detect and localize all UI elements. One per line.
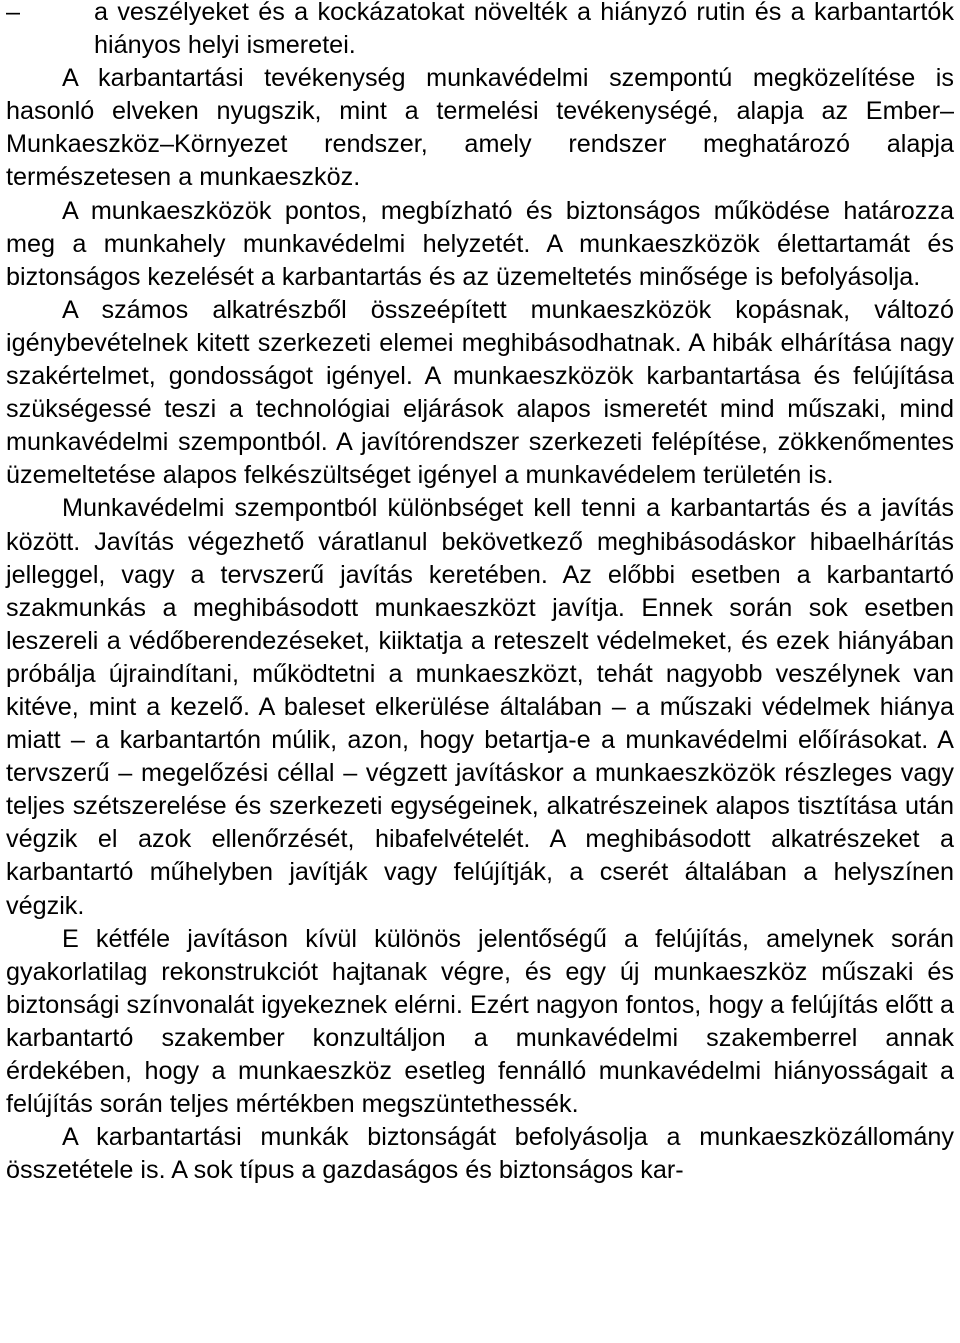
paragraph-5: E kétféle javításon kívül különös jelentőségű a felújítás, amelynek során gyakorlatilag rekonstrukciót hajtanak végre, és egy új munkaeszköz műszaki és biztonsági színvonalát igyekeznek elérni. Ezért nagyon fontos, hogy a felújítás előtt a karbantartó szakember konzultáljon a munkavédelmi szakemberrel annak érdekében, hogy a munkaeszköz esetleg fennálló munkavédelmi hiányosságait a felújítás során teljes mértékben megszüntethessék. [6,924,954,1119]
paragraph-6: A karbantartási munkák biztonságát befolyásolja a munkaeszközállomány összetétele is. A sok típus a gazdaságos és biztonságos kar- [6,1123,954,1185]
bullet-item [6,0,954,62]
bullet-text: a veszélyeket és a kockázatokat növelték a hiányzó rutin és a karbantartók hiányos helyi ismeretei. [94,0,954,60]
document-page [6,0,954,1187]
paragraph-3: A számos alkatrészből összeépített munkaeszközök kopásnak, változó igénybevételnek kitett szerkezeti elemei meghibásodhatnak. A hibák elhárítása nagy szakértelmet, gondosságot igényel. A munkaeszközök karbantartása és felújítása szükségessé teszi a technológiai eljárások alapos ismeretét mind műszaki, mind munkavédelmi szempontból. A javítórendszer szerkezeti felépítése, zökkenőmentes üzemeltetése alapos felkészültséget igényel a munkavédelem területén is. [6,295,954,490]
bullet-dash: – [6,0,21,26]
paragraph-1: A karbantartási tevékenység munkavédelmi szempontú megközelítése is hasonló elveken nyugszik, mint a termelési tevékenységé, alapja az Ember–Munkaeszköz–Környezet rendszer, amely rendszer meghatározó alapja természetesen a munkaeszköz. [6,64,954,192]
paragraph-4: Munkavédelmi szempontból különbséget kell tenni a karbantartás és a javítás között. Javítás végezhető váratlanul bekövetkező meghibásodáskor hibaelhárítás jelleggel, vagy a tervszerű javítás keretében. Az előbbi esetben a karbantartó szakmunkás a meghibásodott munkaeszközt javítja. Ennek során sok esetben leszereli a védőberendezéseket, kiiktatja a reteszelt védelmeket, és ezek hiányában próbálja újraindítani, működtetni a munkaeszközt, tehát nagyobb veszélynek van kitéve, mint a kezelő. A baleset elkerülése általában – a műszaki védelmek hiánya miatt – a karbantartón múlik, azon, hogy betartja-e a munkavédelmi előírásokat. A tervszerű – megelőzési céllal – végzett javításkor a munkaeszközök részleges vagy teljes szétszerelése és szerkezeti egységeinek, alkatrészeinek alapos tisztítása után végzik el azok ellenőrzését, hibafelvételét. A meghibásodott alkatrészeket a karbantartó műhelyben javítják vagy felújítják, a cserét általában a helyszínen végzik. [6,494,954,920]
paragraph-2: A munkaeszközök pontos, megbízható és biztonságos működése határozza meg a munkahely munkavédelmi helyzetét. A munkaeszközök élettartamát és biztonságos kezelését a karbantartás és az üzemeltetés minősége is befolyásolja. [6,196,954,291]
